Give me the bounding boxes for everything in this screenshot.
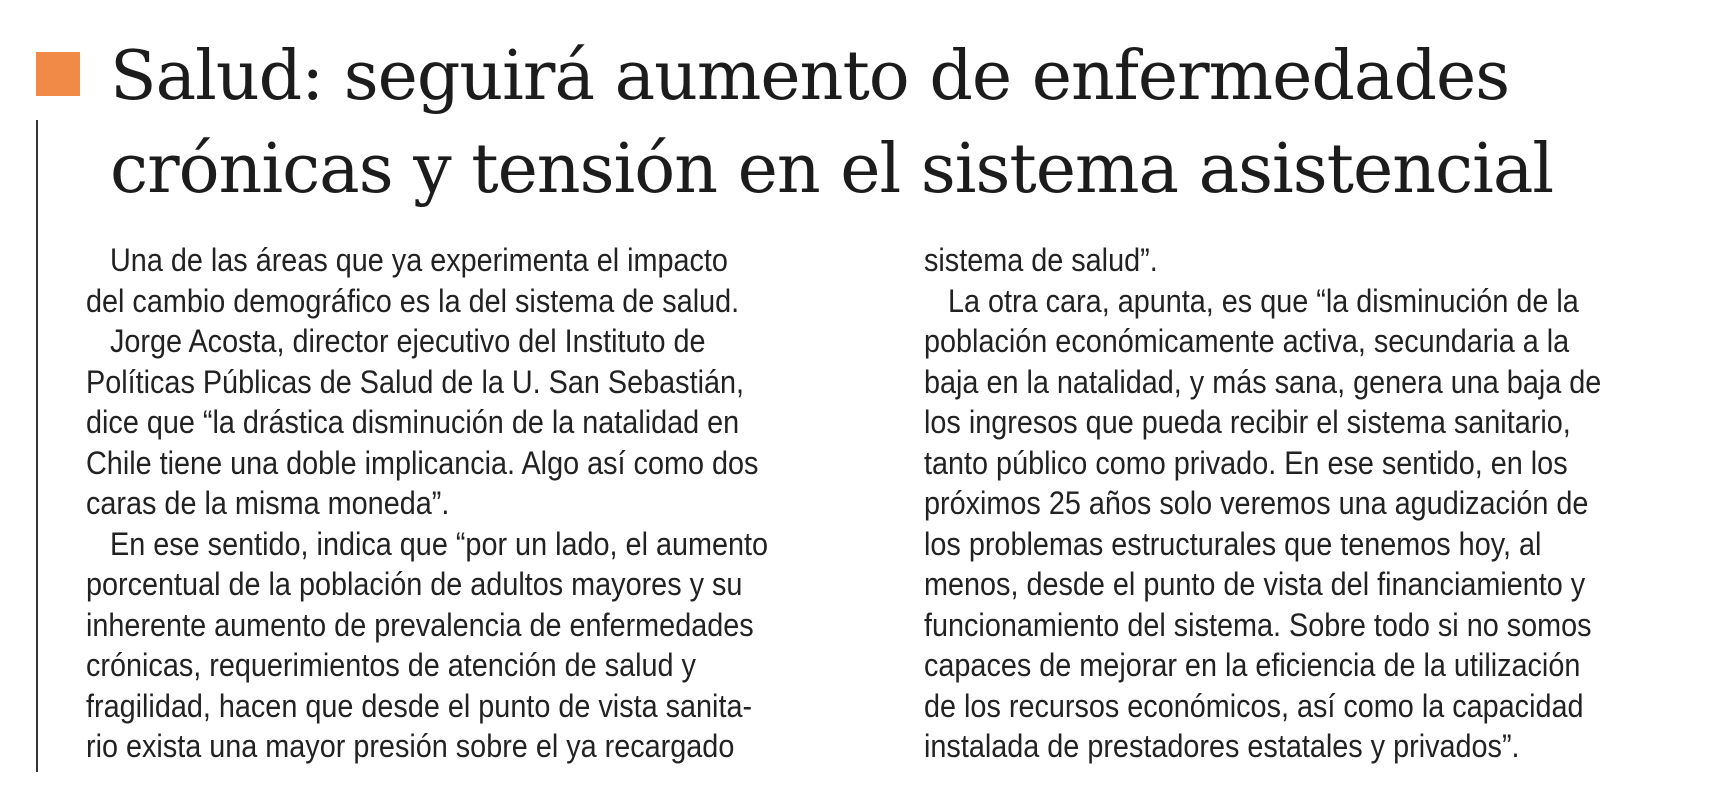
headline-line-1: Salud: seguirá aumento de enfermedades xyxy=(110,37,1510,116)
text-line: baja en la natalidad, y más sana, genera una baja de xyxy=(924,363,1602,400)
article-column-left xyxy=(86,240,815,767)
headline-line-2: crónicas y tensión en el sistema asistencial xyxy=(110,130,1554,209)
text-line: rio exista una mayor presión sobre el ya recargado xyxy=(86,728,735,764)
text-line: La otra cara, apunta, es que “la disminución de la xyxy=(924,282,1579,319)
text-line: tanto público como privado. En ese sentido, en los xyxy=(924,444,1568,481)
text-line: menos, desde el punto de vista del financiamiento y xyxy=(924,566,1586,602)
text-line: sistema de salud”. xyxy=(924,242,1158,278)
left-vertical-rule xyxy=(36,120,38,772)
text-line: fragilidad, hacen que desde el punto de vista sanita- xyxy=(86,687,753,724)
text-line: capaces de mejorar en la eficiencia de la utilización xyxy=(924,647,1581,683)
section-marker-square xyxy=(36,52,80,96)
text-line: Políticas Públicas de Salud de la U. San Sebastián, xyxy=(86,363,744,400)
text-line: funcionamiento del sistema. Sobre todo si no somos xyxy=(924,606,1592,643)
text-line: En ese sentido, indica que “por un lado, el aumento xyxy=(86,525,769,562)
text-line: caras de la misma moneda”. xyxy=(86,485,450,521)
text-line: los ingresos que pueda recibir el sistema sanitario, xyxy=(924,404,1571,440)
text-line: inherente aumento de prevalencia de enfermedades xyxy=(86,606,754,643)
article-column-right xyxy=(924,240,1653,767)
text-line: instalada de prestadores estatales y privados”. xyxy=(924,728,1520,764)
text-line: los problemas estructurales que tenemos hoy, al xyxy=(924,525,1542,562)
text-line: crónicas, requerimientos de atención de salud y xyxy=(86,647,696,683)
text-line: Una de las áreas que ya experimenta el impacto xyxy=(86,242,728,278)
text-line: dice que “la drástica disminución de la natalidad en xyxy=(86,404,740,440)
text-line: Chile tiene una doble implicancia. Algo así como dos xyxy=(86,444,759,481)
text-line: próximos 25 años solo veremos una agudización de xyxy=(924,485,1589,521)
text-line: de los recursos económicos, así como la capacidad xyxy=(924,687,1584,724)
text-line: Jorge Acosta, director ejecutivo del Instituto de xyxy=(86,323,706,359)
article-headline xyxy=(110,30,1710,216)
text-line: porcentual de la población de adultos mayores y su xyxy=(86,566,743,602)
text-line: del cambio demográfico es la del sistema de salud. xyxy=(86,282,740,319)
text-line: población económicamente activa, secundaria a la xyxy=(924,323,1570,359)
